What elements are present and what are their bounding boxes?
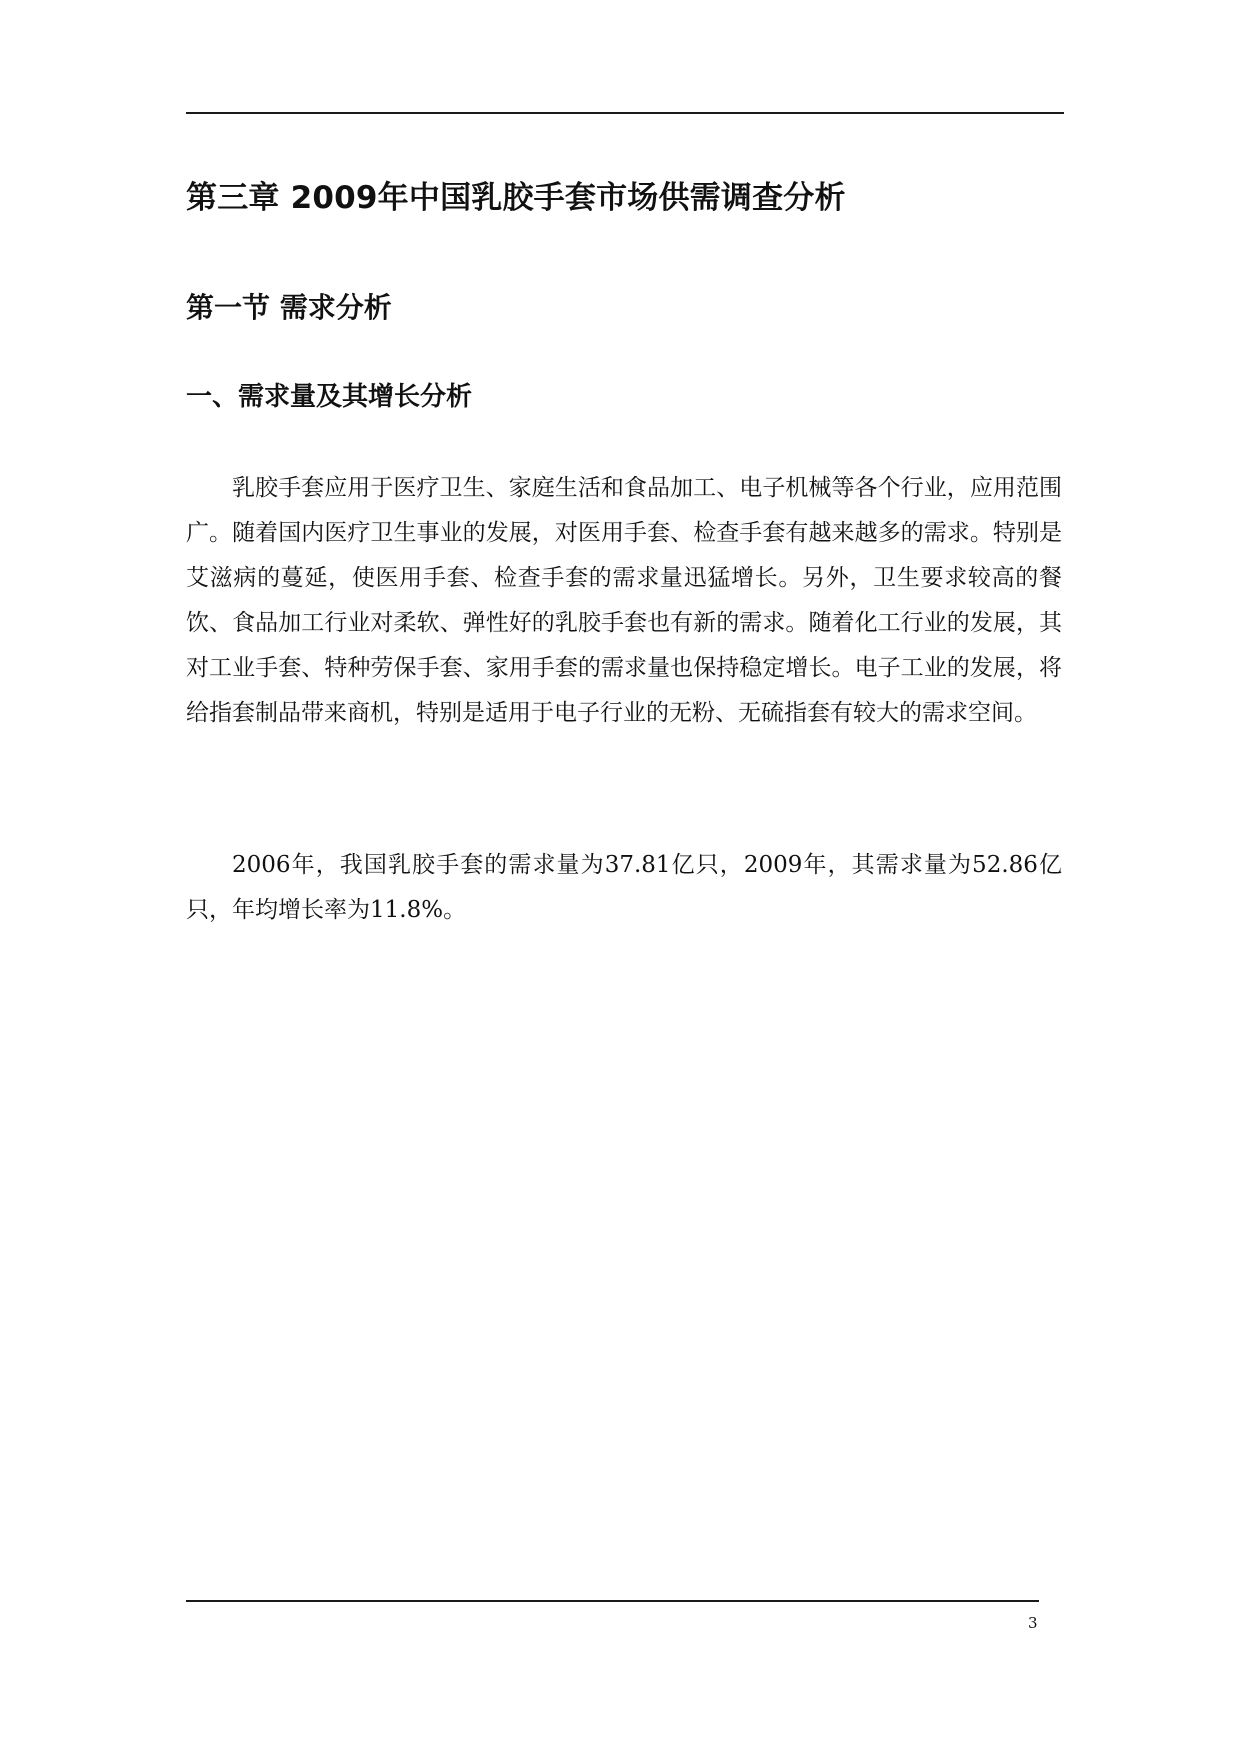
- header-rule: [186, 112, 1064, 114]
- body-paragraph-demand-overview: 乳胶手套应用于医疗卫生、家庭生活和食品加工、电子机械等各个行业，应用范围广。随着国内医疗卫生事业的发展，对医用手套、检查手套有越来越多的需求。特别是艾滋病的蔓延，使医用手套、检查手套的需求量迅猛增长。另外，卫生要求较高的餐饮、食品加工行业对柔软、弹性好的乳胶手套也有新的需求。随着化工行业的发展，其对工业手套、特种劳保手套、家用手套的需求量也保持稳定增长。电子工业的发展，将给指套制品带来商机，特别是适用于电子行业的无粉、无硫指套有较大的需求空间。: [186, 475, 1062, 726]
- body-paragraph-demand-figures: 2006年，我国乳胶手套的需求量为37.81亿只，2009年，其需求量为52.86亿只，年均增长率为11.8%。: [186, 852, 1062, 923]
- subsection-title: 一、需求量及其增长分析: [186, 382, 473, 412]
- footer-rule: [186, 1600, 1039, 1602]
- section-title: 第一节 需求分析: [186, 291, 392, 324]
- chapter-title: 第三章 2009年中国乳胶手套市场供需调查分析: [186, 180, 846, 216]
- page-number: 3: [1028, 1614, 1038, 1632]
